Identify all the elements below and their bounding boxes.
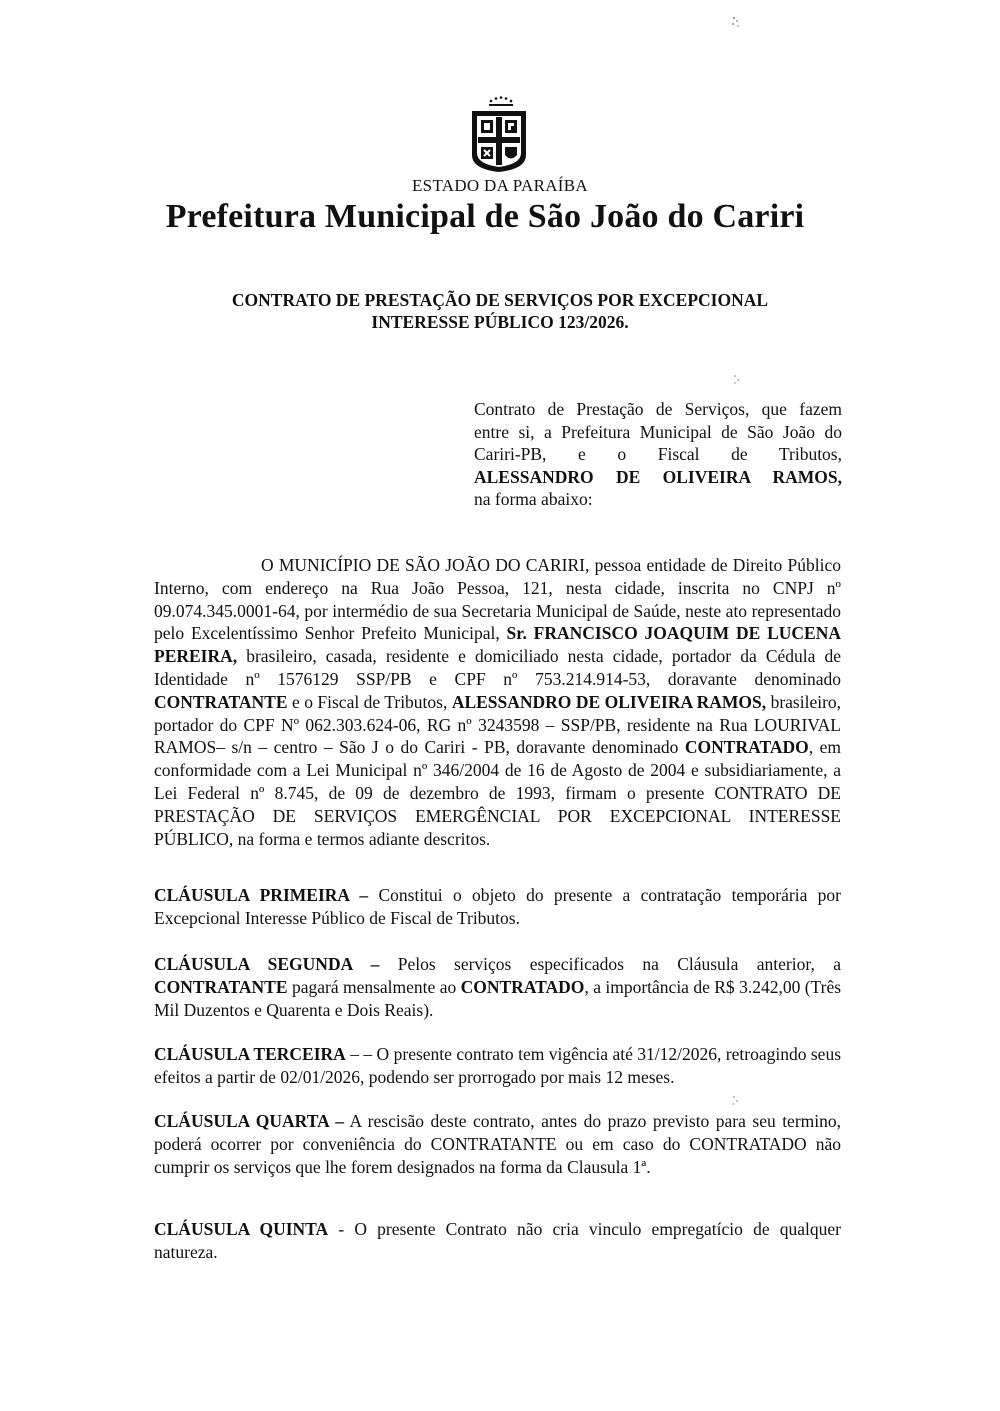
clause-second-text-1: Pelos serviços especificados na Cláusula anterior, a <box>397 954 842 974</box>
preamble-text-5: , em conformidade com a Lei Municipal nº 346/2004 de 16 de Agosto de 2004 e subsidiariamente, a Lei Federal nº 8.745, de 09 de dezembro de 1993, firmam o presente CONTRATO DE PRESTAÇÃO DE SERVIÇOS EMERGÊNCIAL POR EXCEPCIONAL INTERESSE PÚBLICO, na forma e termos adiante descritos. <box>154 737 841 849</box>
clause-third-text: – – O presente contrato tem vigência até 31/12/2026, retroagindo seus efeitos a partir de 02/01/2026, podendo ser prorrogado por mais 12 meses. <box>154 1044 842 1087</box>
contract-title-line-2: INTERESSE PÚBLICO 123/2026. <box>371 312 629 332</box>
summary-line-4 <box>474 466 842 489</box>
clause-second <box>154 953 841 1021</box>
contratado-name: ALESSANDRO DE OLIVEIRA RAMOS, <box>451 691 767 712</box>
clause-fifth-label: CLÁUSULA QUINTA <box>154 1219 329 1239</box>
clause-second-contratado: CONTRATADO <box>460 976 585 997</box>
clause-third <box>154 1043 841 1089</box>
mayor-name: Sr. FRANCISCO JOAQUIM DE LUCENA PEREIRA, <box>154 623 841 667</box>
clause-fourth <box>154 1110 841 1178</box>
state-name: ESTADO DA PARAÍBA <box>412 176 588 195</box>
contratante-label: CONTRATANTE <box>154 691 288 712</box>
clause-fourth-label: CLÁUSULA QUARTA – <box>154 1111 344 1131</box>
clause-first-label: CLÁUSULA PRIMEIRA – <box>154 885 369 905</box>
contract-title <box>150 289 850 333</box>
scan-speck-icon <box>728 14 744 32</box>
summary-line-2: entre si, a Prefeitura Municipal de São João do <box>474 421 842 442</box>
contract-summary <box>474 398 842 511</box>
preamble-text-3: e o Fiscal de Tributos, <box>292 691 448 712</box>
municipal-coat-of-arms-icon <box>469 95 529 173</box>
summary-line-3: Cariri-PB, e o Fiscal de Tributos, <box>474 444 842 464</box>
clause-fourth-text: A rescisão deste contrato, antes do prazo previsto para seu termino, poderá ocorrer por conveniência do CONTRATANTE ou em caso do CONTRATADO não cumprir os serviços que lhe forem designados na forma da Clausula 1ª. <box>154 1111 841 1177</box>
clause-second-text-3: , a importância de R$ 3.242,00 (Três Mil Duzentos e Quarenta e Dois Reais). <box>154 976 842 1020</box>
summary-line-5: na forma abaixo: <box>474 489 593 509</box>
clause-first-text: Constitui o objeto do presente a contratação temporária por Excepcional Interesse Público de Fiscal de Tributos. <box>154 885 842 928</box>
preamble-text-2: brasileiro, casada, residente e domiciliado nesta cidade, portador da Cédula de Identidade nº 1576129 SSP/PB e CPF nº 753.214.914-53, doravante denominado <box>154 646 841 689</box>
preamble-paragraph <box>154 554 841 850</box>
municipality-name: Prefeitura Municipal de São João do Cariri <box>165 198 805 235</box>
clause-fifth <box>154 1218 841 1264</box>
contractor-name: ALESSANDRO DE OLIVEIRA RAMOS, <box>474 466 842 487</box>
contratado-label: CONTRATADO <box>684 737 809 758</box>
clause-first <box>154 884 841 930</box>
scan-speck-icon <box>730 372 744 388</box>
clause-second-contratante: CONTRATANTE <box>154 976 288 997</box>
contract-title-line-1: CONTRATO DE PRESTAÇÃO DE SERVIÇOS POR EXCEPCIONAL <box>231 290 769 310</box>
clause-second-text-2: pagará mensalmente ao <box>291 976 457 997</box>
clause-third-label: CLÁUSULA TERCEIRA <box>154 1044 346 1064</box>
preamble-text-4: brasileiro, portador do CPF Nº 062.303.624-06, RG nº 3243598 – SSP/PB, residente na Rua LOURIVAL RAMOS– s/n – centro – São J o do Cariri - PB, doravante denominado <box>154 691 842 758</box>
clause-fifth-text: - O presente Contrato não cria vinculo empregatício de qualquer natureza. <box>154 1219 841 1262</box>
summary-line-1: Contrato de Prestação de Serviços, que fazem <box>474 399 842 419</box>
clause-second-label: CLÁUSULA SEGUNDA – <box>154 954 380 974</box>
preamble-text-1: O MUNICÍPIO DE SÃO JOÃO DO CARIRI, pessoa entidade de Direito Público Interno, com endereço na Rua João Pessoa, 121, nesta cidade, inscrita no CNPJ nº 09.074.345.0001-64, por intermédio de sua Secretaria Municipal de Saúde, neste ato representado pelo Excelentíssimo Senhor Prefeito Municipal, <box>154 555 841 644</box>
scan-speck-icon <box>728 1093 742 1109</box>
